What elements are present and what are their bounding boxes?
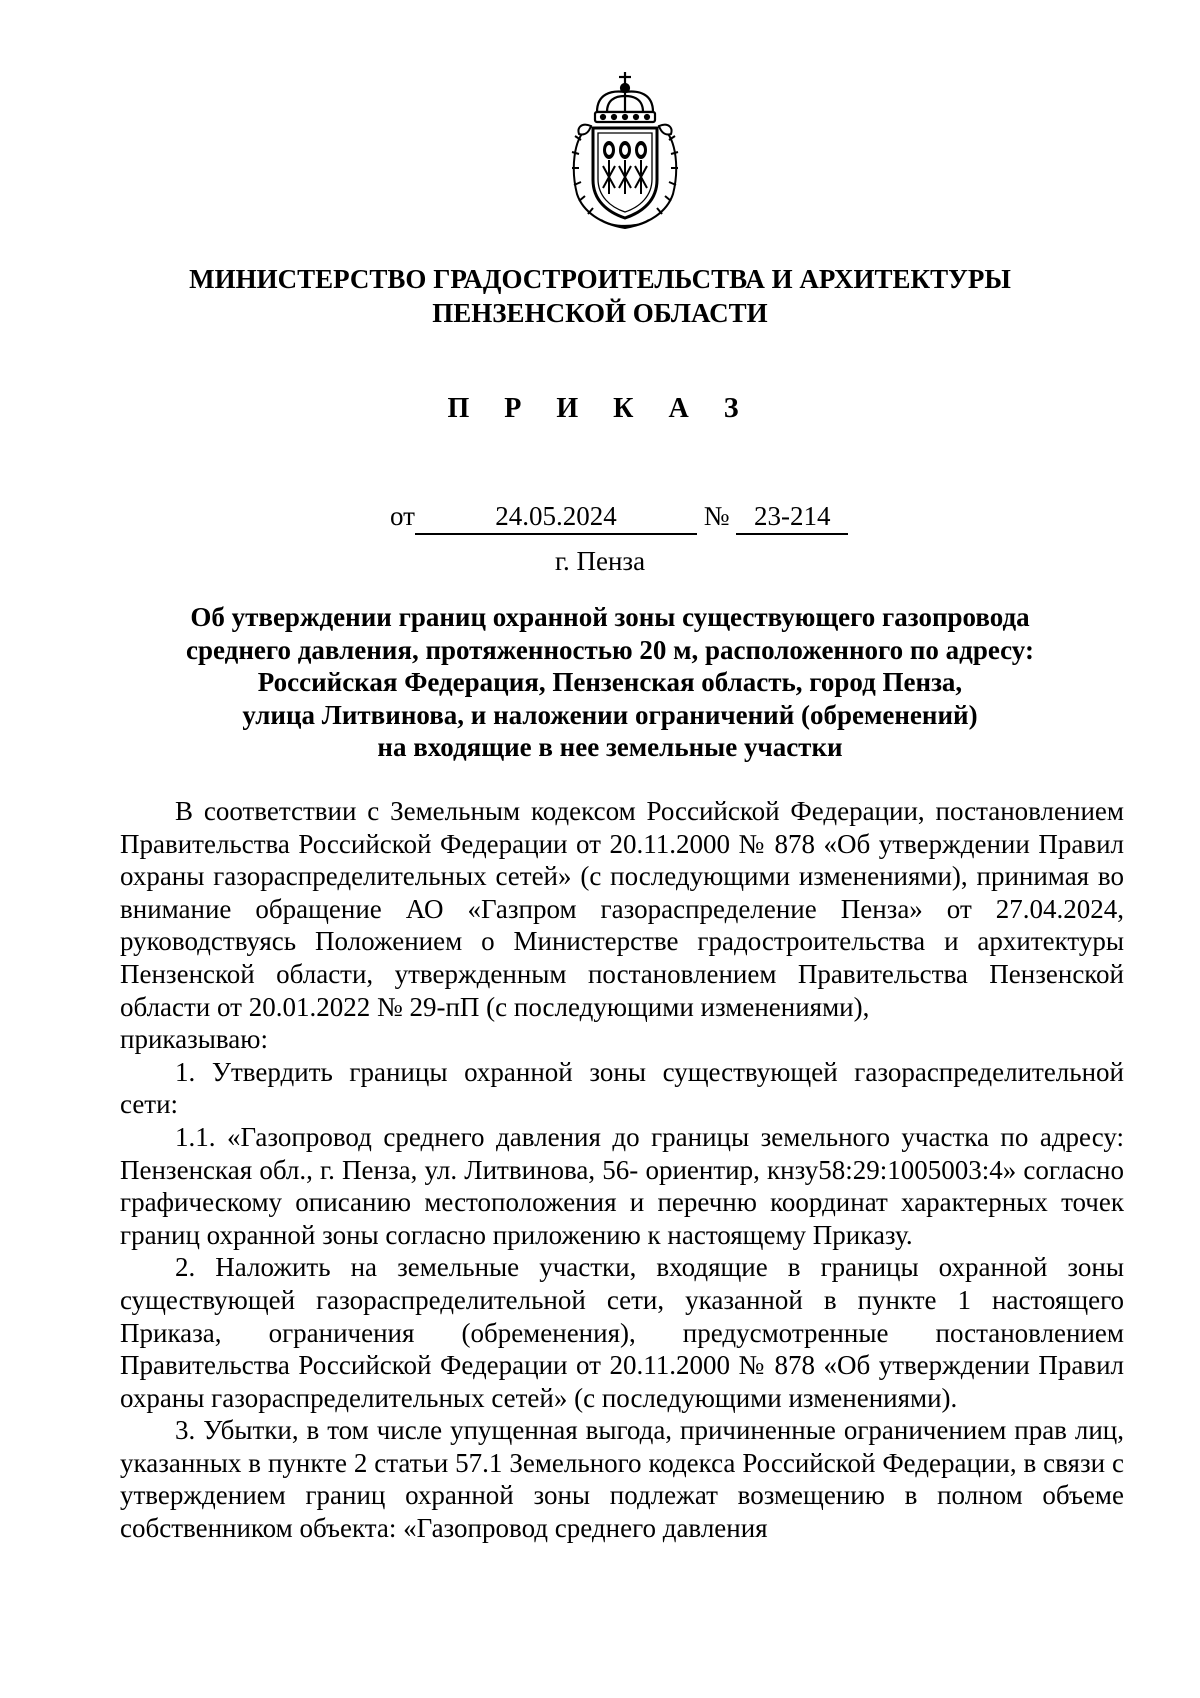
order-date: 24.05.2024	[415, 500, 697, 535]
item-2-paragraph: 2. Наложить на земельные участки, входящие в границы охранной зоны существующей газораспределительной сети, указанной в пункте 1 настоящего Приказа, ограничения (обременения), предусмотренные постановлением Правительства Российской Федерации от 20.11.2000 № 878 «Об утверждении Правил охраны газораспределительных сетей» (с последующими изменениями).	[120, 1252, 1124, 1413]
order-word: приказываю:	[120, 1024, 268, 1055]
subject-line4: улица Литвинова, и наложении ограничений (обременений)	[242, 699, 978, 730]
order-city: г. Пенза	[554, 546, 646, 576]
preamble-paragraph: В соответствии с Земельным кодексом Российской Федерации, постановлением Правительства Российской Федерации от 20.11.2000 № 878 «Об утверждении Правил охраны газораспределительных сетей» (с последующими изменениями), принимая во внимание обращение АО «Газпром газораспределение Пенза» от 27.04.2024, руководствуясь Положением о Министерстве градостроительства и архитектуры Пензенской области, утвержденным постановлением Правительства Пензенской области от 20.01.2022 № 29-пП (с последующими изменениями),	[120, 796, 1124, 1022]
order-number: 23-214	[736, 500, 848, 535]
item-1-1-paragraph: 1.1. «Газопровод среднего давления до границы земельного участка по адресу: Пензенская обл., г. Пенза, ул. Литвинова, 56- ориентир, кнзу58:29:1005003:4» согласно графическому описанию местоположения и перечню координат характерных точек границ охранной зоны согласно приложению к настоящему Приказу.	[120, 1121, 1124, 1250]
order-body	[120, 795, 1124, 1545]
order-date-number-line	[390, 500, 848, 535]
ministry-name-line1: МИНИСТЕРСТВО ГРАДОСТРОИТЕЛЬСТВА И АРХИТЕКТУРЫ	[189, 264, 1011, 294]
ministry-name-line2: ПЕНЗЕНСКОЙ ОБЛАСТИ	[432, 298, 768, 328]
subject-line3: Российская Федерация, Пензенская область, город Пенза,	[257, 667, 963, 697]
document-type-title: П Р И К А З	[447, 393, 753, 424]
coat-of-arms-icon	[567, 70, 683, 232]
subject-line5: на входящие в нее земельные участки	[377, 732, 843, 762]
number-prefix: №	[703, 501, 730, 531]
item-1-paragraph: 1. Утвердить границы охранной зоны существующей газораспределительной сети:	[120, 1056, 1124, 1120]
item-3-paragraph: 3. Убытки, в том числе упущенная выгода, причиненные ограничением прав лиц, указанных в пункте 2 статьи 57.1 Земельного кодекса Российской Федерации, в связи с утверждением границ охранной зоны подлежат возмещению в полном объеме собственником объекта: «Газопровод среднего давления	[120, 1415, 1124, 1544]
order-subject	[150, 601, 1070, 764]
ministry-name	[0, 262, 1200, 330]
subject-line1: Об утверждении границ охранной зоны существующего газопровода	[190, 602, 1030, 632]
date-prefix: от	[390, 501, 415, 531]
subject-line2: среднего давления, протяженностью 20 м, расположенного по адресу:	[186, 634, 1034, 665]
